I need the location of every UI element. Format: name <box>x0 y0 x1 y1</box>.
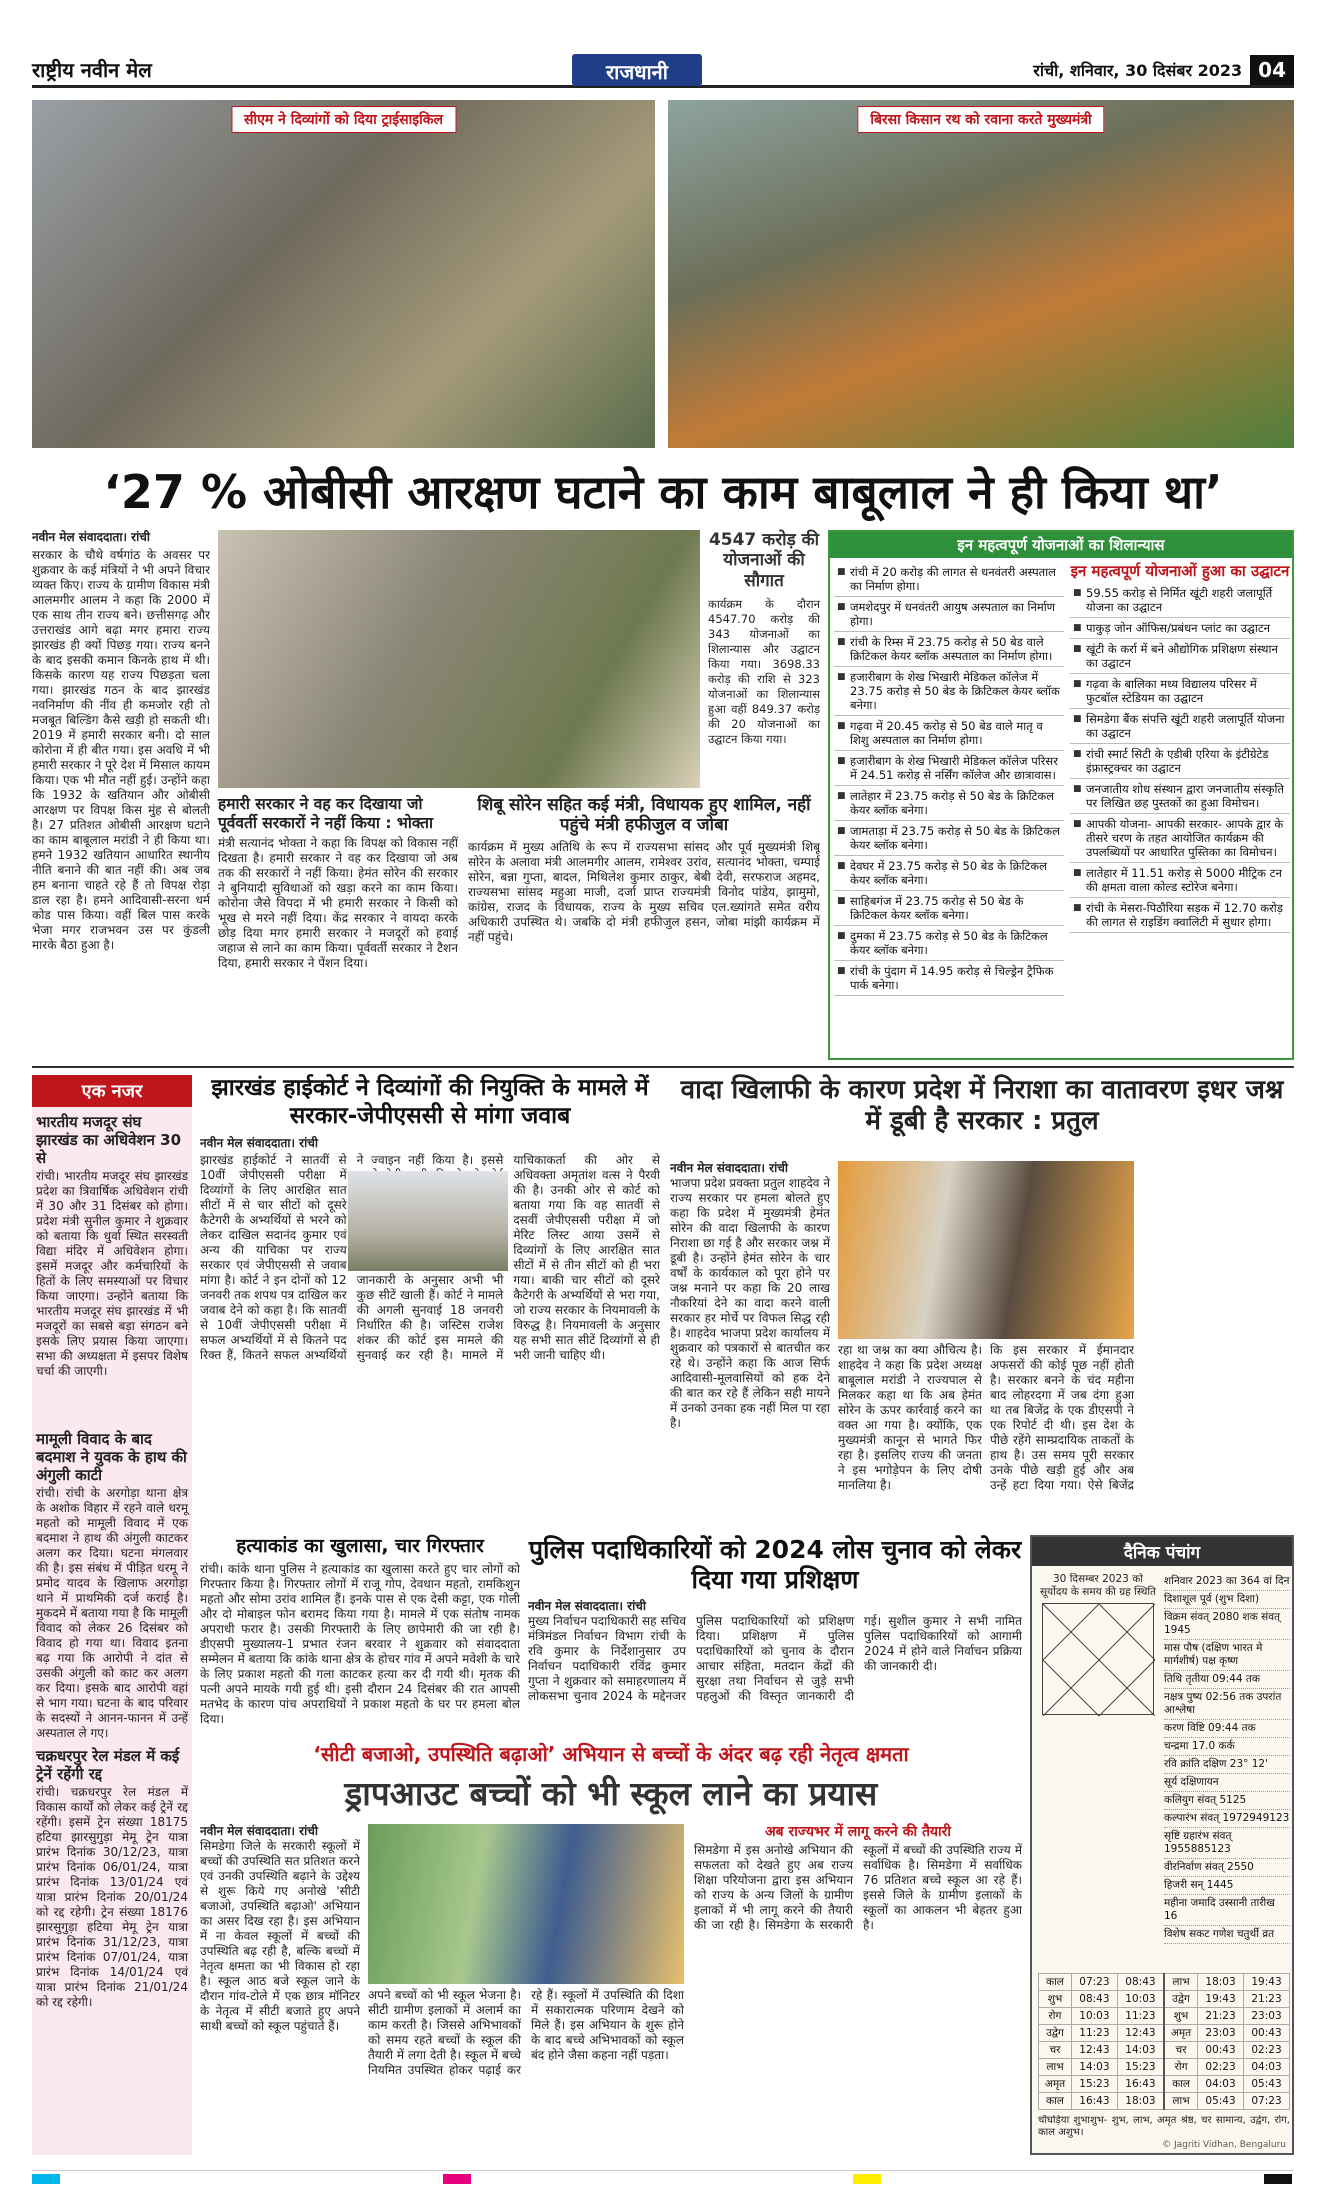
panchang-line: सृष्टि ग्रहारंभ संवत् 1955885123 <box>1164 1828 1290 1859</box>
choghadiya-cell: 12:43 <box>1117 2025 1164 2042</box>
udghatan-list <box>1070 583 1290 933</box>
panchang-credit: © Jagriti Vidhan, Bengaluru <box>1162 2140 1286 2150</box>
choghadiya-cell: 04:03 <box>1244 2059 1290 2076</box>
list-item: ■ रांची में 20 करोड़ की लागत से धनवंतरी अस्पताल का निर्माण होगा। <box>834 562 1064 597</box>
panchang-line: विक्रम संवत् 2080 शक संवत् 1945 <box>1164 1609 1290 1640</box>
choghadiya-cell: 02:23 <box>1198 2059 1244 2076</box>
photo-leaders-stage <box>218 530 700 788</box>
choghadiya-cell: 18:03 <box>1117 2093 1164 2110</box>
lead-byline: नवीन मेल संवाददाता। रांची <box>32 530 150 544</box>
choghadiya-row <box>1039 1991 1290 2008</box>
choghadiya-cell: 02:23 <box>1244 2042 1290 2059</box>
choghadiya-cell: 21:23 <box>1244 1991 1290 2008</box>
choghadiya-row <box>1039 2059 1290 2076</box>
choghadiya-cell: अमृत <box>1164 2025 1198 2042</box>
list-item: ■ हजारीबाग के शेख भिखारी मेडिकल कॉलेज परिसर में 24.51 करोड़ से नर्सिंग कॉलेज और छात्रावास। <box>834 751 1064 786</box>
section-label: राजधानी <box>572 54 702 86</box>
choghadiya-note: चौघड़िया शुभाशुभ- शुभ, लाभ, अमृत श्रेष्ठ, चर सामान्य, उद्वेग, रोग, काल अशुभ। <box>1038 2115 1290 2138</box>
choghadiya-cell: 07:23 <box>1244 2093 1290 2110</box>
udghatan-section <box>1070 562 1290 933</box>
panchang-line: करण विष्टि 09:44 तक <box>1164 1720 1290 1738</box>
choghadiya-cell: 05:43 <box>1244 2076 1290 2093</box>
choghadiya-row <box>1039 2025 1290 2042</box>
shilanyas-box <box>828 530 1294 1060</box>
print-registration-strip <box>32 2170 1294 2184</box>
choghadiya-cell: काल <box>1164 2076 1198 2093</box>
choghadiya-cell: काल <box>1039 1974 1072 1991</box>
choghadiya-cell: 16:43 <box>1071 2093 1117 2110</box>
shilanyas-title: इन महत्वपूर्ण योजनाओं का शिलान्यास <box>830 532 1292 558</box>
panchang-line: मास पौष (दक्षिण भारत मे मार्गशीर्ष) पक्ष कृष्ण <box>1164 1640 1290 1671</box>
list-item: ■ सिमडेगा बैंक संपत्ति खूंटी शहरी जलापूर्ति योजना का उद्घाटन <box>1070 709 1290 744</box>
panchang-line: सूर्य दक्षिणायन <box>1164 1774 1290 1792</box>
choghadiya-row <box>1039 2076 1290 2093</box>
udghatan-title: इन महत्वपूर्ण योजनाओं हुआ का उद्घाटन <box>1070 562 1290 580</box>
list-item: ■ आपकी योजना- आपकी सरकार- आपके द्वार के तीसरे चरण के तहत आयोजित कार्यक्रम की उपलब्धियों पर आधारित पुस्तिका का विमोचन। <box>1070 814 1290 863</box>
page-number: 04 <box>1250 55 1294 85</box>
dropout-body-mid: अपने बच्चों को भी स्कूल भेजना है। सीटी ग्रामीण इलाकों में अलार्म का काम करती है। जिससे अभिभावकों को समय रहते बच्चों के स्कूल की तैयारी में लगा देती है। स्कूल में बच्चे नियमित उपस्थित होकर पढ़ाई कर रहे हैं। स्कूलों में उपस्थिति की दिशा में सकारात्मक परिणाम देखने को मिले हैं। इस अभियान के शुरू होने के बाद बच्चे अभिभावकों को स्कूल बंद होने जैसा कहना नहीं पड़ता। <box>368 1988 684 2077</box>
choghadiya-cell: 11:23 <box>1117 2008 1164 2025</box>
list-item: ■ रांची के मेसरा-पिठौरिया सड़क में 12.70 करोड़ की लागत से राइडिंग क्वालिटी में सुधार होगा। <box>1070 898 1290 933</box>
panchang-title: दैनिक पंचांग <box>1032 1537 1292 1566</box>
list-item: ■ जनजातीय शोध संस्थान द्वारा जनजातीय संस्कृति पर लिखित छह पुस्तकों का हुआ विमोचन। <box>1070 779 1290 814</box>
pratul-byline: नवीन मेल संवाददाता। रांची <box>670 1161 788 1175</box>
choghadiya-cell: 15:23 <box>1071 2076 1117 2093</box>
panchang-box <box>1030 1535 1294 2155</box>
choghadiya-cell: 16:43 <box>1117 2076 1164 2093</box>
list-item: ■ 59.55 करोड़ से निर्मित खूंटी शहरी जलापूर्ति योजना का उद्घाटन <box>1070 583 1290 618</box>
brand-name: राष्ट्रीय नवीन मेल <box>32 58 152 82</box>
choghadiya-cell: 08:43 <box>1117 1974 1164 1991</box>
choghadiya-cell: 12:43 <box>1071 2042 1117 2059</box>
photo-caption-left: सीएम ने दिव्यांगों को दिया ट्राईसाइकिल <box>231 106 456 133</box>
panchang-line: महीना जमादि उस्सानी तारीख 16 <box>1164 1895 1290 1926</box>
sub-story-bhokta-body: मंत्री सत्यानंद भोक्ता ने कहा कि विपक्ष को विकास नहीं दिखता है। हमारी सरकार ने वह कर दिखाया जो अब तक की सरकारों ने नहीं किया। हेमंत सोरेन की सरकार ने बुनियादी सुविधाओं को खड़ा करने का काम किया। कोरोना जैसे विपदा में भी हमारी सरकार ने किसी को भूख से मरने नहीं दिया। केंद्र सरकार ने वायदा करके छोड़ दिया मगर हमारी सरकार ने मजदूरों को हवाई जहाज से लाने का काम किया। पूर्ववर्ती सरकार ने टैशन दिया, हमारी सरकार ने पेंशन दिया। <box>218 836 458 971</box>
sub-story-shibu-body: कार्यक्रम में मुख्य अतिथि के रूप में राज्यसभा सांसद और पूर्व मुख्यमंत्री शिबू सोरेन के अलावा मंत्री आलमगीर आलम, रामेश्वर उरांव, सत्यानंद भोक्ता, चम्पाई सोरेन, बन्ना गुप्ता, बादल, मिथिलेश कुमार ठाकुर, बेबी देवी, सरफराज अहमद, राज्यसभा सांसद महुआ माजी, दर्जा प्राप्त राज्यमंत्री विनोद पांडेय, झामुमो, कांग्रेस, राजद के विधायक, राज्य के मुख्य सचिव एल.ख्यांगते समेत वरीय अधिकारी उपस्थित थे। जबकि दो मंत्री हफीजुल हसन, जोबा मांझी कार्यक्रम में नहीं पहुंचे। <box>468 839 820 944</box>
ek-nazar-headline: चक्रधरपुर रेल मंडल में कई ट्रेनें रहेंगी रद्द <box>36 1747 180 1783</box>
panchang-line: शनिवार 2023 का 364 वां दिन <box>1164 1573 1290 1591</box>
list-item: ■ रांची के पुंदाग में 14.95 करोड़ से चिल्ड्रेन ट्रैफिक पार्क बनेगा। <box>834 961 1064 996</box>
choghadiya-cell: 04:03 <box>1198 2076 1244 2093</box>
choghadiya-cell: 00:43 <box>1244 2025 1290 2042</box>
hc-byline: नवीन मेल संवाददाता। रांची <box>200 1136 318 1151</box>
sauagat-headline: 4547 करोड़ की योजनाओं की सौगात <box>708 530 820 591</box>
seeti-banner <box>200 1740 1022 1767</box>
dropout-subhead: अब राज्यभर में लागू करने की तैयारी <box>764 1824 952 1840</box>
choghadiya-cell: शुभ <box>1164 2008 1198 2025</box>
choghadiya-cell: 07:23 <box>1071 1974 1117 1991</box>
choghadiya-cell: उद्वेग <box>1039 2025 1072 2042</box>
hatyakand-headline: हत्याकांड का खुलासा, चार गिरफ्तार <box>236 1535 484 1557</box>
choghadiya-cell: 21:23 <box>1198 2008 1244 2025</box>
ek-nazar-body: रांची। रांची के अरगोड़ा थाना क्षेत्र के अशोक विहार में रहने वाले धरमू महतो को मामूली विवाद में एक बदमाश ने हाथ की अंगुली काटकर अलग कर दिया। घटना मंगलवार की है। इस संबंध में पीड़ित धरमू ने प्रमोद यादव के खिलाफ अरगोड़ा थाने में प्राथमिकी दर्ज कराई है। मुकदमे में बताया गया है कि मामूली विवाद को लेकर 26 दिसंबर को विवाद हो गया था। विवाद इतना बढ़ गया कि आरोपी ने दांत से उसकी अंगुली को काट कर अलग कर दिया। इसके बाद आरोपी वहां से भाग गया। घटना के बाद परिवार के सदस्यों ने आनन-फानन में उन्हें अस्पताल ले गए। <box>36 1486 188 1740</box>
photo-pratul-press-conference <box>838 1161 1134 1339</box>
list-item: ■ गढ़वा में 20.45 करोड़ से 50 बेड वाले मातृ व शिशु अस्पताल का निर्माण होगा। <box>834 716 1064 751</box>
list-item: ■ गढ़वा के बालिका मध्य विद्यालय परिसर में फुटबॉल स्टेडियम का उद्घाटन <box>1070 674 1290 709</box>
choghadiya-cell: 19:43 <box>1244 1974 1290 1991</box>
hc-headline: झारखंड हाईकोर्ट ने दिव्यांगों की नियुक्ति के मामले में सरकार-जेपीएससी से मांगा जवाब <box>211 1075 649 1129</box>
lead-body: सरकार के चौथे वर्षगांठ के अवसर पर शुक्रवार के कई मंत्रियों ने भी अपने विचार व्यक्त किए। राज्य के ग्रामीण विकास मंत्री आलमगीर आलम ने कहा कि 2000 में एक साथ तीन राज्य बने। छत्तीसगढ़ और उत्तराखंड आगे बढ़ा मगर हमारा राज्य झारखंड ही क्यों पिछड़ गया। राज्य बनने के बाद इसकी कमान किनके हाथ में थी। किसके कारण यह राज्य पिछड़ता चला गया। झारखंड गठन के बाद झारखंड नवनिर्माण की नींव ही कमजोर रही तो मजबूत बिल्डिंग कैसे खड़ी हो सकती थी। 2019 में हमारी सरकार बनी। दो साल कोरोना में ही बीत गया। इस अवधि में भी हमारी सरकार ने पूरे देश में मिसाल कायम किया। एक भी मौत नहीं हुई। उन्होंने कहा कि 1932 के खतियान और ओबीसी आरक्षण पर विपक्ष किस मुंह से बोलती है। 27 प्रतिशत ओबीसी आरक्षण घटाने का काम बाबूलाल मरांडी ने ही किया था। हमने 1932 खतियान आधारित स्थानीय नीति बनाने की बात नहीं की। अब जब हम बनाना चाहते रहे हैं तो विपक्ष रोड़ा डाल रहा है। हमने आदिवासी-सरना धर्म कोड पास किया। वहीं बिल पास करके भेजा मगर राजभवन उस पर कुंडली मारके बैठा हुआ है। <box>32 548 210 952</box>
choghadiya-row <box>1039 2042 1290 2059</box>
section-divider <box>32 1066 1294 1068</box>
choghadiya-cell: 15:23 <box>1117 2059 1164 2076</box>
ek-nazar-headline: भारतीय मजदूर संघ झारखंड का अधिवेशन 30 से <box>36 1113 182 1167</box>
police-body: मुख्य निर्वाचन पदाधिकारी सह सचिव मंत्रिमंडल निर्वाचन विभाग रांची के रवि कुमार के निर्देशानुसार उप निर्वाचन पदाधिकारी रविंद्र कुमार गुप्ता ने शुक्रवार को समाहरणालय में लोकसभा चुनाव 2024 के मद्देनजर पुलिस पदाधिकारियों को प्रशिक्षण दिया। प्रशिक्षण में पुलिस पदाधिकारियों को चुनाव के दौरान आचार संहिता, मतदान केंद्रों की सुरक्षा तथा निर्वाचन से जुड़े सभी पहलुओं की विस्तृत जानकारी दी गई। सुशील कुमार ने सभी नामित पुलिस पदाधिकारियों को आगामी 2024 में होने वाले निर्वाचन प्रक्रिया की जानकारी दी। <box>528 1614 1022 1703</box>
list-item: ■ रांची स्मार्ट सिटी के एडीबी एरिया के इंटीग्रेटेड इंफ्रास्ट्रक्चर का उद्घाटन <box>1070 744 1290 779</box>
choghadiya-cell: लाभ <box>1039 2059 1072 2076</box>
photo-cm-tricycles <box>32 100 655 448</box>
choghadiya-cell: काल <box>1039 2093 1072 2110</box>
choghadiya-cell: 10:03 <box>1117 1991 1164 2008</box>
dropout-byline: नवीन मेल संवाददाता। रांची <box>200 1824 318 1838</box>
hatyakand-body: रांची। कांके थाना पुलिस ने हत्याकांड का खुलासा करते हुए चार लोगों को गिरफ्तार किया है। गिरफ्तार लोगों में राजू गोप, देवधान महतो, रामकिशुन महतो और सोमा उरांव शामिल हैं। इनके पास से एक देसी कट्टा, एक गोली और दो मोबाइल फोन बरामद किया गया है। मामले में एक संतोष नामक अपराधी फरार है। उसकी गिरफ्तारी के लिए छापेमारी की जा रही है। डीएसपी मुख्यालय-1 प्रभात रंजन बरवार ने शुक्रवार को संवाददाता सम्मेलन में बताया कि कांके थाना क्षेत्र के होचर गांव में अपने मवेशी के चारे के लिए प्रकाश महतो की गला काटकर हत्या कर दी गयी थी। मृतक की पत्नी अपने मायके गयी हुई थी। इसी दौरान 24 दिसंबर की रात आपसी मतभेद के कारण पांच अपराधियों ने प्रकाश महतो के घर पर हमला बोल दिया। <box>200 1561 520 1726</box>
choghadiya-cell: 19:43 <box>1198 1991 1244 2008</box>
hc-story <box>200 1075 660 1530</box>
choghadiya-table <box>1038 1973 1290 2110</box>
dropout-body-left: सिमडेगा जिले के सरकारी स्कूलों में बच्चों की उपस्थिति सत प्रतिशत करने एवं उनकी उपस्थिति बढ़ाने के उद्देश्य से शुरू किये गए अनोखे 'सीटी बजाओ, उपस्थिति बढ़ाओ' अभियान का असर दिख रहा है। इस अभियान में ना केवल स्कूलों में बच्चों की उपस्थिति बढ़ रही है, बल्कि बच्चों में नेतृत्व क्षमता का भी विकास हो रहा है। स्कूल आठ बजे स्कूल जाने के दौरान गांव-टोले में एक छात्र मॉनिटर के नेतृत्व में सीटी बजाते हुए अपने साथी बच्चों को स्कूल पहुंचाते हैं। <box>200 1839 360 2033</box>
pratul-story <box>670 1075 1294 1530</box>
choghadiya-cell: चर <box>1039 2042 1072 2059</box>
choghadiya-cell: चर <box>1164 2042 1198 2059</box>
lead-story <box>32 530 210 1050</box>
list-item: ■ दुमका में 23.75 करोड़ से 50 बेड के क्रिटिकल केयर ब्लॉक बनेगा। <box>834 926 1064 961</box>
ek-nazar-column <box>32 1075 192 2155</box>
edition-date: रांची, शनिवार, 30 दिसंबर 2023 <box>1033 60 1243 80</box>
choghadiya-cell: 18:03 <box>1198 1974 1244 1991</box>
dropout-body-right: सिमडेगा में इस अनोखे अभियान की सफलता को देखते हुए अब राज्य शिक्षा परियोजना द्वारा इस अभियान को राज्य के अन्य जिलों के ग्रामीण इलाकों में भी लागू करने की तैयारी की जा रही है। सिमडेगा के सरकारी स्कूलों में बच्चों की उपस्थिति राज्य में सर्वाधिक है। सिमडेगा में सर्वाधिक 76 प्रतिशत बच्चे स्कूल आ रहे हैं। इससे जिले के ग्रामीण इलाकों के स्कूलों का आकलन भी बेहतर हुआ है। <box>694 1842 1022 1932</box>
hatyakand-story <box>200 1535 520 1735</box>
list-item: ■ लातेहार में 11.51 करोड़ से 5000 मीट्रिक टन की क्षमता वाला कोल्ड स्टोरेज बनेगा। <box>1070 863 1290 898</box>
choghadiya-cell: रोग <box>1164 2059 1198 2076</box>
panchang-line: नक्षत्र पुष्य 02:56 तक उपरांत आश्लेषा <box>1164 1689 1290 1720</box>
choghadiya-row <box>1039 1974 1290 1991</box>
panchang-lines <box>1164 1573 1290 1944</box>
photo-birsa-kisan-rath <box>668 100 1294 448</box>
pratul-body-right: कि इस सरकार में ईमानदार अफसरों की कोई पूछ नहीं होती है। सरकार बनने के चंद महीना बाद लोहरदगा में जब दंगा हुआ था तब बिजेंद्र के एक डीएसपी ने एक रिपोर्ट दी थी। इस देश के पीछे रहेंगे साम्प्रदायिक ताकतों के हाथ है। उस समय पूरी सरकार उनके पीछे खड़ी हुई और अब उन्हें हटा दिया गया। ऐसे बिजेंद्र <box>990 1343 1134 1492</box>
hc-body: झारखंड हाईकोर्ट ने सातवीं से 10वीं जेपीएससी परीक्षा में दिव्यांगों के लिए आरक्षित सात सीटों में से चार सीटों को दूसरे कैटेगरी के अभ्यर्थियों से भरने को लेकर दाखिल सदानंद कुमार एवं अन्य की याचिका पर राज्य सरकार एवं जेपीएससी से जवाब मांगा है। कोर्ट ने इन दोनों को 12 जनवरी तक शपथ पत्र दाखिल कर जवाब देने को कहा है। कि सातवीं से 10वीं जेपीएससी परीक्षा में सफल अभ्यर्थियों में से कितने पद रिक्त हैं, कितने सफल अभ्यर्थियों ने ज्वाइन नहीं किया है। इससे जानकारी के अनुसार अभी भी कुछ सीटें खाली हैं। कोर्ट ने मामले की अगली सुनवाई 18 जनवरी निर्धारित की है। जस्टिस राजेश शंकर की कोर्ट इस मामले की सुनवाई कर रही है। मामले में याचिकाकर्ता की ओर से अधिवक्ता अमृतांश वत्स ने पैरवी की है। उनकी ओर से कोर्ट को बताया गया कि वह सातवीं से दसवीं जेपीएससी परीक्षा में जो मेरिट लिस्ट आया उसमें से दिव्यांगों के लिए आरक्षित सात सीटों में से तीन सीटों को ही भरा गया। बाकी चार सीटों को दूसरे कैटेगरी के अभ्यर्थियों से भरा गया, जो राज्य सरकार के नियमावली के विरुद्ध है। नियमावली के अनुसार यह सभी सात सीटें दिव्यांगों से ही भरी जानी चाहिए थी। <box>200 1153 660 1363</box>
sauagat-box <box>708 530 820 788</box>
seeti-banner-text: ‘सीटी बजाओ, उपस्थिति बढ़ाओ’ अभियान से बच्चों के अंदर बढ़ रही नेतृत्व क्षमता <box>313 1742 909 1766</box>
choghadiya-cell: 10:03 <box>1071 2008 1117 2025</box>
choghadiya-cell: 23:03 <box>1198 2025 1244 2042</box>
ek-nazar-body: रांची। चक्रधरपुर रेल मंडल में विकास कार्यों को लेकर कई ट्रेनें रद्द रहेंगी। इसमें ट्रेन संख्या 18175 हटिया झारसुगुड़ा मेमू ट्रेन यात्रा प्रारंभ दिनांक 30/12/23, यात्रा प्रारंभ दिनांक 06/01/24, यात्रा प्रारंभ दिनांक 13/01/24 एवं यात्रा प्रारंभ दिनांक 20/01/24 को रद्द रहेगी। ट्रेन संख्या 18176 झारसुगुड़ा हटिया मेमू ट्रेन यात्रा प्रारंभ दिनांक 31/12/23, यात्रा प्रारंभ दिनांक 07/01/24, यात्रा प्रारंभ दिनांक 14/01/24 एवं यात्रा प्रारंभ दिनांक 21/01/24 को रद्द रहेगी। <box>36 1785 188 2009</box>
dropout-col-left <box>200 1824 360 2149</box>
photo-jharkhand-high-court <box>348 1171 508 1271</box>
sub-story-bhokta-headline: हमारी सरकार ने वह कर दिखाया जो पूर्ववर्ती सरकारों ने नहीं किया : भोक्ता <box>218 795 433 832</box>
ek-nazar-label: एक नजर <box>32 1075 192 1107</box>
panchang-line: तिथि तृतीया 09:44 तक <box>1164 1671 1290 1689</box>
dropout-col-right <box>694 1824 1022 2133</box>
choghadiya-row <box>1039 2093 1290 2110</box>
list-item: ■ खूंटी के कर्रा में बने औद्योगिक प्रशिक्षण संस्थान का उद्घाटन <box>1070 639 1290 674</box>
choghadiya-cell: 14:03 <box>1071 2059 1117 2076</box>
kundali-chart <box>1042 1603 1154 1715</box>
sauagat-body: कार्यक्रम के दौरान 4547.70 करोड़ की 343 योजनाओं का शिलान्यास और उद्घाटन किया गया। 3698.33 करोड़ की राशि से 323 योजनाओं का शिलान्यास हुआ वहीं 849.37 करोड़ की 20 योजनाओं का उद्घाटन किया गया। <box>708 597 820 747</box>
panchang-line: कलियुग संवत् 5125 <box>1164 1792 1290 1810</box>
police-byline: नवीन मेल संवाददाता। रांची <box>528 1599 646 1613</box>
list-item: ■ पाकुड़ जोन ऑफिस/प्रबंधन प्लांट का उद्घाटन <box>1070 618 1290 639</box>
panchang-line: दिशाशूल पूर्व (शुभ दिशा) <box>1164 1591 1290 1609</box>
list-item: ■ जमशेदपुर में धनवंतरी आयुष अस्पताल का निर्माण होगा। <box>834 597 1064 632</box>
choghadiya-cell: 05:43 <box>1198 2093 1244 2110</box>
photo-school-children <box>368 1824 684 1984</box>
pratul-col-left <box>670 1161 830 1511</box>
ek-nazar-headline: मामूली विवाद के बाद बदमाश ने युवक के हाथ की अंगुली काटी <box>36 1430 187 1484</box>
pratul-body-left: भाजपा प्रदेश प्रवक्ता प्रतुल शाहदेव ने राज्य सरकार पर हमला बोलते हुए कहा कि प्रदेश में मुख्यमंत्री हेमंत सोरेन की वादा खिलाफी के कारण निराशा छा गई है और सरकार जश्न में डूबी है। उन्होंने हेमंत सोरेन के चार वर्षों के कार्यकाल को पूरा होने पर जश्न मनाने पर कहा कि 20 लाख नौकरियां देने का वादा करने वाली सरकार हर मोर्चे पर विफल सिद्ध रही है। शाहदेव भाजपा प्रदेश कार्यालय में शुक्रवार को पत्रकारों से बातचीत कर रहे थे। उन्होंने कहा कि आज सिर्फ आदिवासी-मूलवासियों को हक देने की बात कर रहे हैं लेकिन सही मायने में उनको उनका हक नहीं मिल पा रहा है। <box>670 1176 830 1430</box>
sub-story-shibu-headline: शिबू सोरेन सहित कई मंत्री, विधायक हुए शामिल, नहीं पहुंचे मंत्री हफीजुल व जोबा <box>477 795 811 836</box>
ek-nazar-items <box>32 1107 192 2040</box>
list-item: ■ देवघर में 23.75 करोड़ से 50 बेड के क्रिटिकल केयर ब्लॉक बनेगा। <box>834 856 1064 891</box>
choghadiya-cell: 11:23 <box>1071 2025 1117 2042</box>
list-item: ■ जामताड़ा में 23.75 करोड़ से 50 बेड के क्रिटिकल केयर ब्लॉक बनेगा। <box>834 821 1064 856</box>
list-item: ■ हजारीबाग के शेख भिखारी मेडिकल कॉलेज में 23.75 करोड़ से 50 बेड के क्रिटिकल केयर ब्लॉक बनेगा। <box>834 667 1064 716</box>
panchang-line: रवि क्रांति दक्षिण 23° 12' <box>1164 1756 1290 1774</box>
choghadiya-cell: अमृत <box>1039 2076 1072 2093</box>
panchang-line: विशेष सकट गणेश चतुर्थी व्रत <box>1164 1926 1290 1944</box>
sub-story-bhokta <box>218 795 458 1055</box>
choghadiya-cell: रोग <box>1039 2008 1072 2025</box>
sub-story-shibu <box>468 795 820 1055</box>
list-item: ■ साहिबगंज में 23.75 करोड़ से 50 बेड के क्रिटिकल केयर ब्लॉक बनेगा। <box>834 891 1064 926</box>
police-headline: पुलिस पदाधिकारियों को 2024 लोस चुनाव को लेकर दिया गया प्रशिक्षण <box>528 1535 1022 1594</box>
choghadiya-cell: 23:03 <box>1244 2008 1290 2025</box>
panchang-line: चन्द्रमा 17.0 कर्क <box>1164 1738 1290 1756</box>
police-story <box>528 1535 1022 1735</box>
choghadiya-cell: 00:43 <box>1198 2042 1244 2059</box>
list-item: ■ रांची के रिम्स में 23.75 करोड़ से 50 बेड वाले क्रिटिकल केयर ब्लॉक अस्पताल का निर्माण होगा। <box>834 632 1064 667</box>
dropout-headline: ड्रापआउट बच्चों को भी स्कूल लाने का प्रयास <box>344 1774 878 1813</box>
choghadiya-cell: लाभ <box>1164 1974 1198 1991</box>
panchang-line: वीरनिर्वाण संवत् 2550 <box>1164 1859 1290 1877</box>
panchang-line: कल्पारंभ संवत् 1972949123 <box>1164 1810 1290 1828</box>
ek-nazar-body: रांची। भारतीय मजदूर संघ झारखंड प्रदेश का त्रिवार्षिक अधिवेशन रांची में 30 और 31 दिसंबर को होगा। प्रदेश मंत्री सुनील कुमार ने शुक्रवार को बताया कि धुर्वा स्थित सरस्वती विद्या मंदिर में अधिवेशन होगा। इसमें मजदूर और कर्मचारियों के हितों के लिए समस्याओं पर विचार किया जाएगा। उन्होंने बताया कि भारतीय मजदूर संघ झारखंड में भी मजदूरों का सबसे बड़ा संगठन बने इसके लिए प्रयास किया जाएगा। सभा की अध्यक्षता में इसपर विशेष चर्चा की जाएगी। <box>36 1169 188 1378</box>
pratul-body-mid: रहा था जश्न का क्या औचित्य है। शाहदेव ने कहा कि प्रदेश अध्यक्ष बाबूलाल मरांडी ने राज्यपाल से मिलकर कहा था कि अब हेमंत सोरेन के ऊपर कार्रवाई करने का वक्त आ गया है। क्योंकि, एक मुख्यमंत्री कानून से भागते फिर रहा है। इसलिए राज्य की जनता ने इस भगोड़ेपन के लिए दोषी मानलिया है। <box>838 1343 982 1492</box>
choghadiya-cell: उद्वेग <box>1164 1991 1198 2008</box>
photo-caption-right: बिरसा किसान रथ को रवाना करते मुख्यमंत्री <box>857 106 1104 133</box>
panchang-line: हिजरी सन् 1445 <box>1164 1877 1290 1895</box>
choghadiya-cell: 14:03 <box>1117 2042 1164 2059</box>
masthead <box>32 54 1294 88</box>
choghadiya-cell: लाभ <box>1164 2093 1198 2110</box>
choghadiya-row <box>1039 2008 1290 2025</box>
pratul-headline: वादा खिलाफी के कारण प्रदेश में निराशा का वातावरण इधर जश्न में डूबी है सरकार : प्रतुल <box>680 1075 1284 1137</box>
list-item: ■ लातेहार में 23.75 करोड़ से 50 बेड के क्रिटिकल केयर ब्लॉक बनेगा। <box>834 786 1064 821</box>
panchang-chart-heading: 30 दिसम्बर 2023 को सूर्योदय के समय की ग्रह स्थिति <box>1039 1573 1157 1598</box>
shilanyas-list <box>834 562 1064 996</box>
dropout-story <box>200 1774 1022 2159</box>
choghadiya-cell: 08:43 <box>1071 1991 1117 2008</box>
choghadiya-cell: शुभ <box>1039 1991 1072 2008</box>
lead-headline: ‘27 % ओबीसी आरक्षण घटाने का काम बाबूलाल ने ही किया था’ <box>103 465 1223 519</box>
